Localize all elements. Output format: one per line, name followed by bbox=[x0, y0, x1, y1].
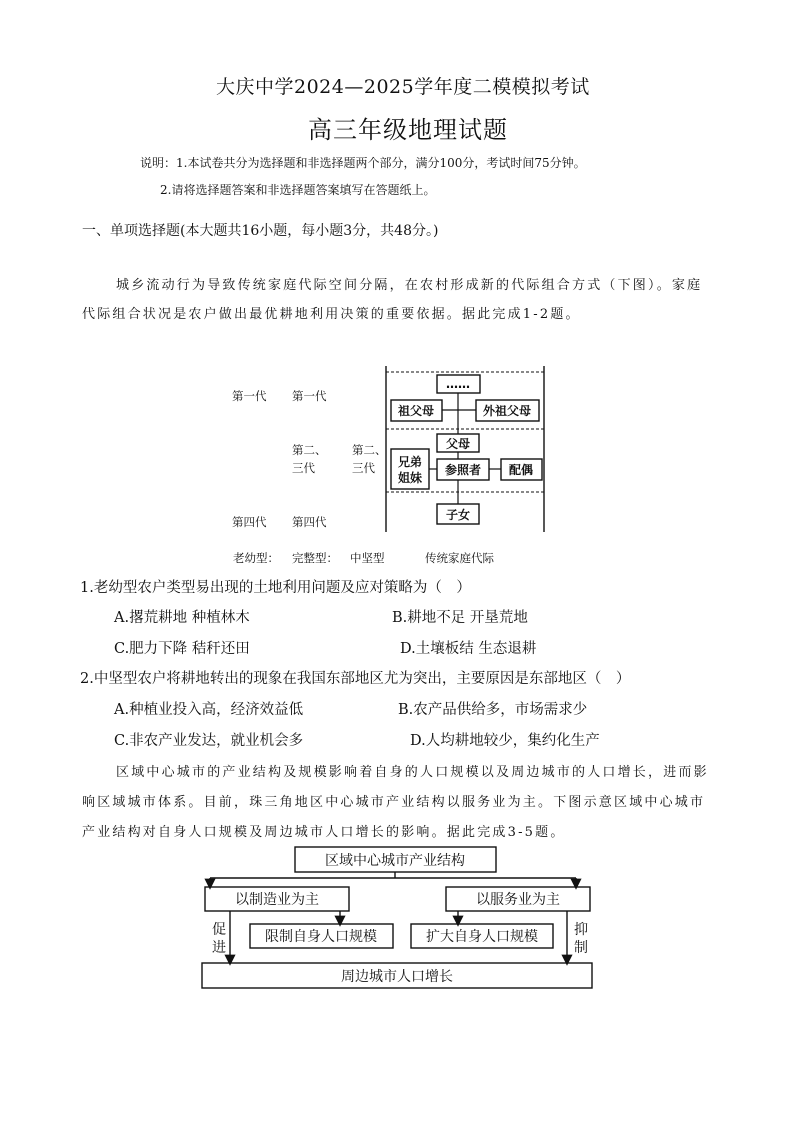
section-heading: 一、单项选择题(本大题共16小题，每小题3分，共48分。) bbox=[82, 223, 439, 239]
family-structure-diagram bbox=[380, 366, 550, 532]
flow-right: 以服务业为主 bbox=[476, 892, 560, 908]
flow-left: 以制造业为主 bbox=[235, 892, 319, 908]
question-2-stem: 2.中坚型农户将耕地转出的现象在我国东部地区尤为突出，主要原因是东部地区（ ） bbox=[80, 671, 631, 687]
node-ellipsis: …… bbox=[446, 377, 470, 391]
node-children: 子女 bbox=[445, 508, 471, 522]
instruction-line-2: 2.请将选择题答案和非选择题答案填写在答题纸上。 bbox=[160, 183, 436, 197]
caption-type: 完整型： bbox=[292, 551, 338, 565]
generation-label: 第四代 bbox=[292, 515, 327, 529]
paper-title: 高三年级地理试题 bbox=[308, 116, 508, 144]
generation-label: 第一代 bbox=[232, 389, 267, 403]
arrow-label-promote: 促 bbox=[212, 922, 226, 938]
node-spouse: 配偶 bbox=[508, 463, 534, 477]
option: C.肥力下降 秸秆还田 bbox=[114, 641, 250, 657]
node-siblings: 兄弟 bbox=[397, 455, 423, 469]
generation-label: 三代 bbox=[292, 461, 315, 475]
node-grandparents: 祖父母 bbox=[397, 404, 435, 418]
generation-label: 第四代 bbox=[232, 515, 267, 529]
generation-label: 第二、 bbox=[292, 443, 327, 457]
option: D.人均耕地较少，集约化生产 bbox=[410, 733, 600, 749]
industry-structure-diagram bbox=[200, 844, 594, 990]
option: D.土壤板结 生态退耕 bbox=[400, 641, 537, 657]
generation-label: 第二、 bbox=[352, 443, 387, 457]
school-title: 大庆中学2024—2025学年度二模模拟考试 bbox=[216, 76, 590, 98]
caption-type: 传统家庭代际 bbox=[425, 551, 494, 565]
arrow-label-inhibit: 制 bbox=[574, 940, 588, 956]
passage2-line-2: 响区域城市体系。目前，珠三角地区中心城市产业结构以服务业为主。下图示意区域中心城市 bbox=[82, 795, 706, 810]
flow-top: 区域中心城市产业结构 bbox=[325, 853, 465, 869]
flow-right-sub: 扩大自身人口规模 bbox=[426, 929, 538, 945]
caption-type: 中坚型 bbox=[350, 551, 385, 565]
option: C.非农产业发达，就业机会多 bbox=[114, 733, 304, 749]
option: B.耕地不足 开垦荒地 bbox=[392, 610, 528, 626]
option: A.种植业投入高，经济效益低 bbox=[114, 702, 304, 718]
option: B.农产品供给多，市场需求少 bbox=[398, 702, 588, 718]
flow-left-sub: 限制自身人口规模 bbox=[265, 929, 377, 945]
question-1-stem: 1.老幼型农户类型易出现的土地利用问题及应对策略为（ ） bbox=[80, 580, 471, 596]
option: A.撂荒耕地 种植林木 bbox=[114, 610, 250, 626]
generation-label: 三代 bbox=[352, 461, 375, 475]
node-parents: 父母 bbox=[445, 437, 471, 451]
passage1-line-2: 代际组合状况是农户做出最优耕地利用决策的重要依据。据此完成1-2题。 bbox=[82, 307, 581, 322]
caption-type: 老幼型： bbox=[233, 551, 279, 565]
node-siblings: 姐妹 bbox=[397, 471, 423, 485]
arrow-label-promote: 进 bbox=[212, 940, 226, 956]
passage1-line-1: 城乡流动行为导致传统家庭代际空间分隔，在农村形成新的代际组合方式（下图）。家庭 bbox=[116, 278, 703, 293]
passage2-line-3: 产业结构对自身人口规模及周边城市人口增长的影响。据此完成3-5题。 bbox=[82, 825, 566, 840]
arrow-label-inhibit: 抑 bbox=[574, 922, 588, 938]
instruction-line-1: 说明：1.本试卷共分为选择题和非选择题两个部分，满分100分，考试时间75分钟。 bbox=[140, 156, 586, 170]
node-reference: 参照者 bbox=[444, 463, 482, 477]
passage2-line-1: 区域中心城市的产业结构及规模影响着自身的人口规模以及周边城市的人口增长，进而影 bbox=[116, 765, 709, 780]
flow-bottom: 周边城市人口增长 bbox=[341, 969, 453, 985]
generation-label: 第一代 bbox=[292, 389, 327, 403]
node-maternal-grandparents: 外祖父母 bbox=[482, 404, 532, 418]
